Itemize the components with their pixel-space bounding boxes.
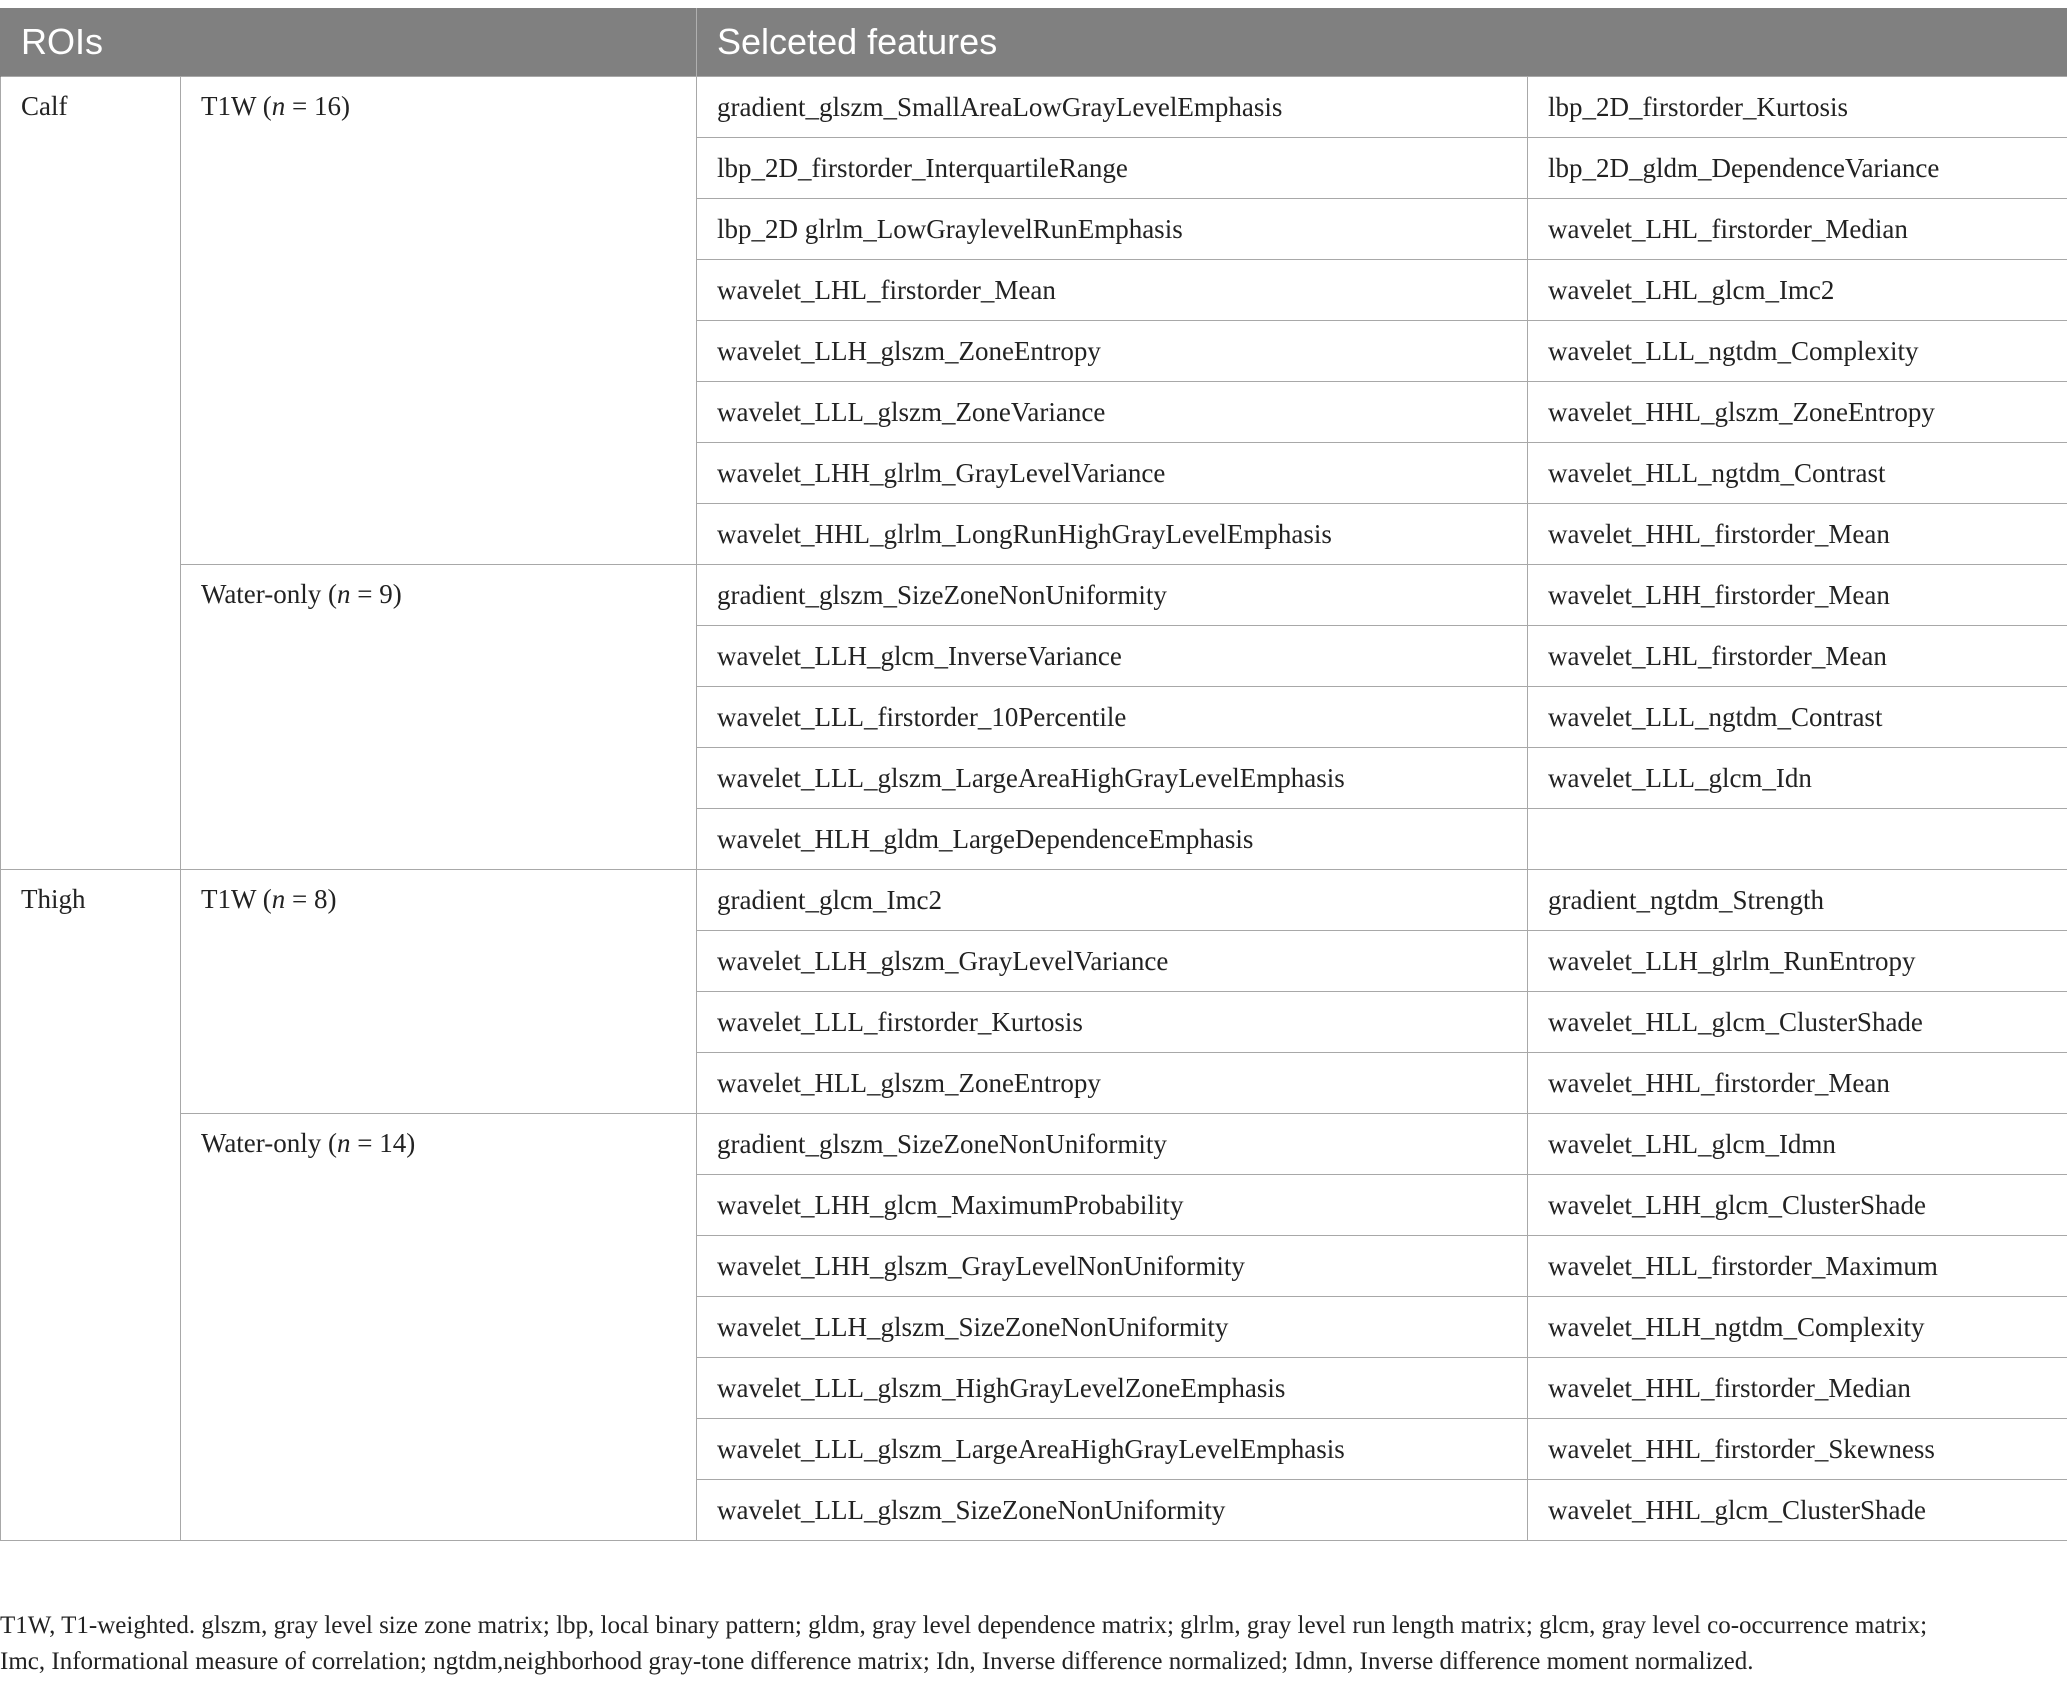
feature-cell: wavelet_HLH_ngtdm_Complexity [1528, 1297, 2067, 1358]
table-row [1, 565, 2067, 626]
feature-cell: wavelet_HHL_firstorder_Mean [1528, 504, 2067, 565]
feature-cell [1528, 809, 2067, 870]
feature-cell: wavelet_LLL_glszm_HighGrayLevelZoneEmphasis [697, 1358, 1528, 1419]
feature-cell: wavelet_HLH_gldm_LargeDependenceEmphasis [697, 809, 1528, 870]
sequence-n-symbol: n [271, 91, 286, 121]
feature-cell: wavelet_LLL_firstorder_Kurtosis [697, 992, 1528, 1053]
feature-cell: wavelet_LLL_glszm_ZoneVariance [697, 382, 1528, 443]
selected-features-table [0, 8, 2067, 1541]
footnote-line: T1W, T1-weighted. glszm, gray level size zone matrix; lbp, local binary pattern; gldm, gray level dependence matrix; glrlm, gray level run length matrix; glcm, gray level co-occurrence matrix; [0, 1612, 1928, 1639]
header-rois: ROIs [1, 8, 697, 77]
sequence-label: Water-only ( [201, 1128, 337, 1158]
sequence-n-value: = 14) [350, 1128, 416, 1158]
header-row [1, 8, 2067, 77]
feature-cell: wavelet_HHL_firstorder_Median [1528, 1358, 2067, 1419]
feature-cell: wavelet_HHL_glcm_ClusterShade [1528, 1480, 2067, 1541]
sequence-n-value: = 16) [285, 91, 350, 121]
feature-cell: wavelet_LHL_glcm_Imc2 [1528, 260, 2067, 321]
feature-cell: wavelet_LHH_glcm_ClusterShade [1528, 1175, 2067, 1236]
table-body [1, 77, 2067, 1541]
feature-cell: lbp_2D glrlm_LowGraylevelRunEmphasis [697, 199, 1528, 260]
feature-cell: gradient_glszm_SmallAreaLowGrayLevelEmphasis [697, 77, 1528, 138]
sequence-n-symbol: n [271, 884, 286, 914]
feature-cell: wavelet_HLL_glcm_ClusterShade [1528, 992, 2067, 1053]
feature-cell: gradient_glcm_Imc2 [697, 870, 1528, 931]
feature-cell: wavelet_LLL_firstorder_10Percentile [697, 687, 1528, 748]
roi-cell: Calf [1, 77, 181, 870]
sequence-n-value: = 8) [285, 884, 337, 914]
feature-cell: wavelet_HHL_glszm_ZoneEntropy [1528, 382, 2067, 443]
sequence-cell [181, 565, 697, 870]
roi-cell: Thigh [1, 870, 181, 1541]
feature-cell: wavelet_HHL_glrlm_LongRunHighGrayLevelEmphasis [697, 504, 1528, 565]
feature-cell: wavelet_LLH_glrlm_RunEntropy [1528, 931, 2067, 992]
feature-cell: wavelet_LLH_glszm_GrayLevelVariance [697, 931, 1528, 992]
feature-cell: gradient_glszm_SizeZoneNonUniformity [697, 565, 1528, 626]
feature-cell: wavelet_LHL_firstorder_Median [1528, 199, 2067, 260]
feature-cell: wavelet_HLL_ngtdm_Contrast [1528, 443, 2067, 504]
sequence-label: T1W ( [201, 884, 272, 914]
sequence-label: Water-only ( [201, 579, 337, 609]
feature-cell: wavelet_LHL_firstorder_Mean [697, 260, 1528, 321]
table-container [0, 8, 2067, 1541]
feature-cell: wavelet_LLL_glszm_LargeAreaHighGrayLevelEmphasis [697, 1419, 1528, 1480]
feature-cell: wavelet_LLH_glszm_ZoneEntropy [697, 321, 1528, 382]
feature-cell: wavelet_LLL_ngtdm_Complexity [1528, 321, 2067, 382]
footnote-line: Imc, Informational measure of correlation; ngtdm,neighborhood gray-tone difference matrix; Idn, Inverse difference normalized; Idmn, Inverse difference moment normalized. [0, 1648, 1754, 1675]
sequence-label: T1W ( [201, 91, 272, 121]
feature-cell: wavelet_LHH_glcm_MaximumProbability [697, 1175, 1528, 1236]
sequence-cell [181, 77, 697, 565]
feature-cell: wavelet_LLL_glszm_LargeAreaHighGrayLevelEmphasis [697, 748, 1528, 809]
feature-cell: wavelet_LHL_glcm_Idmn [1528, 1114, 2067, 1175]
feature-cell: wavelet_LLL_ngtdm_Contrast [1528, 687, 2067, 748]
feature-cell: wavelet_LLL_glszm_SizeZoneNonUniformity [697, 1480, 1528, 1541]
feature-cell: wavelet_HLL_firstorder_Maximum [1528, 1236, 2067, 1297]
sequence-cell [181, 870, 697, 1114]
sequence-cell [181, 1114, 697, 1541]
feature-cell: wavelet_LHL_firstorder_Mean [1528, 626, 2067, 687]
feature-cell: gradient_glszm_SizeZoneNonUniformity [697, 1114, 1528, 1175]
table-footnote [0, 1608, 2067, 1680]
sequence-n-symbol: n [336, 1128, 351, 1158]
feature-cell: gradient_ngtdm_Strength [1528, 870, 2067, 931]
feature-cell: wavelet_LHH_firstorder_Mean [1528, 565, 2067, 626]
sequence-n-value: = 9) [350, 579, 402, 609]
table-row [1, 1114, 2067, 1175]
table-row [1, 870, 2067, 931]
feature-cell: wavelet_LLL_glcm_Idn [1528, 748, 2067, 809]
feature-cell: wavelet_LLH_glszm_SizeZoneNonUniformity [697, 1297, 1528, 1358]
feature-cell: lbp_2D_firstorder_Kurtosis [1528, 77, 2067, 138]
sequence-n-symbol: n [336, 579, 351, 609]
table-header [1, 8, 2067, 77]
feature-cell: wavelet_LLH_glcm_InverseVariance [697, 626, 1528, 687]
feature-cell: lbp_2D_gldm_DependenceVariance [1528, 138, 2067, 199]
feature-cell: wavelet_HLL_glszm_ZoneEntropy [697, 1053, 1528, 1114]
feature-cell: wavelet_HHL_firstorder_Mean [1528, 1053, 2067, 1114]
header-selected-features: Selceted features [697, 8, 2067, 77]
feature-cell: wavelet_LHH_glszm_GrayLevelNonUniformity [697, 1236, 1528, 1297]
feature-cell: wavelet_LHH_glrlm_GrayLevelVariance [697, 443, 1528, 504]
feature-cell: wavelet_HHL_firstorder_Skewness [1528, 1419, 2067, 1480]
feature-cell: lbp_2D_firstorder_InterquartileRange [697, 138, 1528, 199]
table-row [1, 77, 2067, 138]
